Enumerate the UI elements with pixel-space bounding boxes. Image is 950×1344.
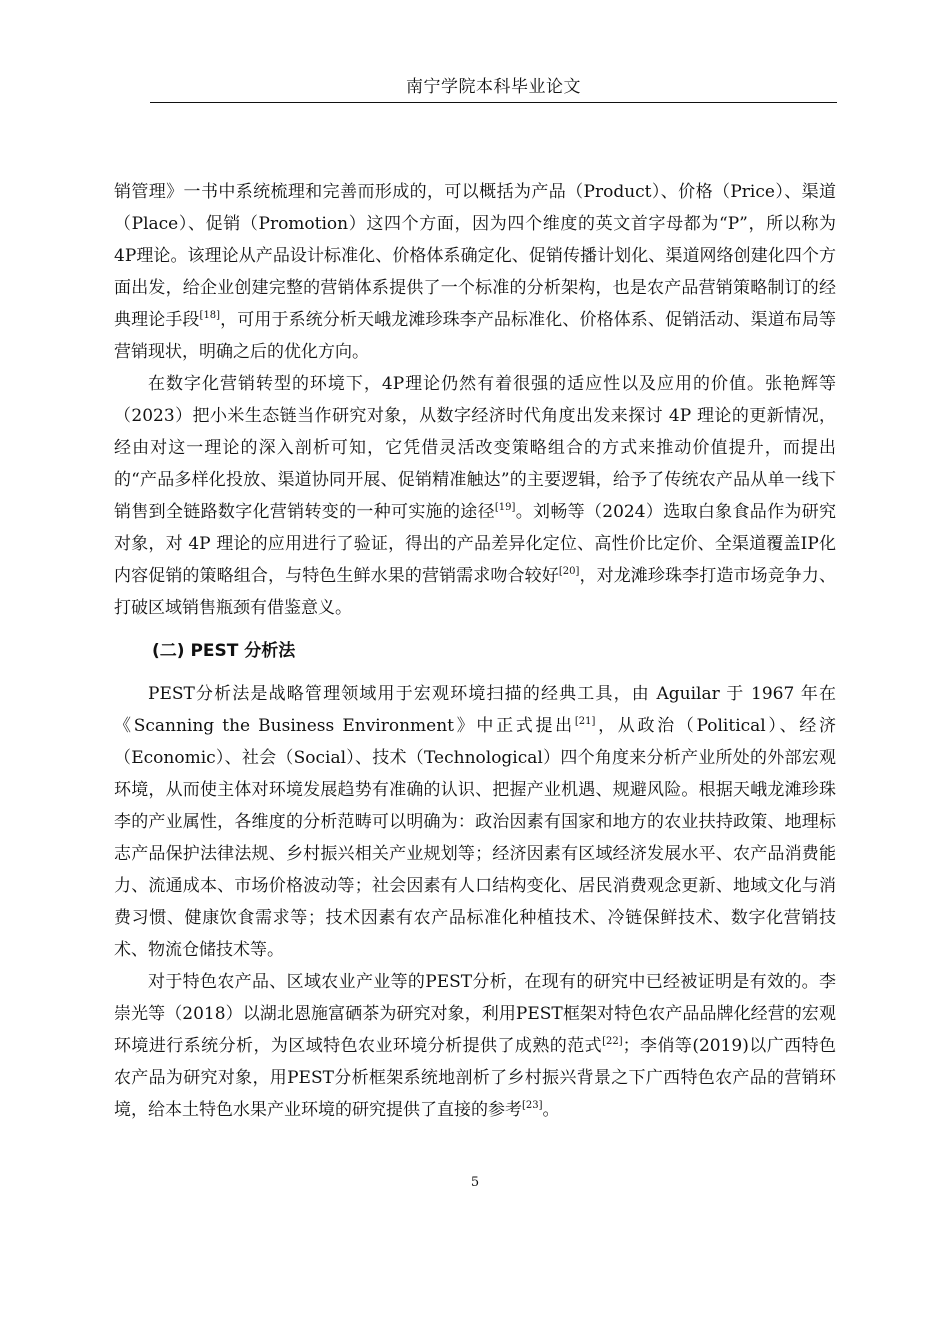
paragraph-text: ，可用于系统分析天峨龙滩珍珠李产品标准化、价格体系、促销活动、渠道布局等营销现状，明确之后的优化方向。 [114,310,837,362]
paragraph-text: 。刘畅等（2024）选取白象食品作为研究对象，对 4P 理论的应用进行了验证，得出的产品差异化定位、高性价比定价、全渠道覆盖IP化内容促销的策略组合，与特色生鲜水果的营销需求吻合较好 [114,502,837,586]
citation-ref: [20] [558,566,580,577]
citation-ref: [23] [522,1100,543,1111]
body-text-lower [114,678,836,1126]
paragraph-text: 。 [542,1100,560,1120]
paragraph-4p-digital [114,368,836,624]
paragraph-pest-definition [114,678,836,966]
page-number: 5 [470,1175,480,1190]
citation-ref: [19] [494,502,516,513]
paragraph-4p-definition [114,176,836,368]
citation-ref: [18] [199,310,221,321]
header-rule [150,102,837,103]
paragraph-text: 销管理》一书中系统梳理和完善而形成的，可以概括为产品（Product）、价格（Price）、渠道（Place）、促销（Promotion）这四个方面，因为四个维度的英文首字母都为“P”，所以称为4P理论。该理论从产品设计标准化、价格体系确定化、促销传播计划化、渠道网络创建化四个方面出发，给企业创建完整的营销体系提供了一个标准的分析架构，也是农产品营销策略制订的经典理论手段 [114,182,836,330]
citation-ref: [21] [574,716,596,727]
section-heading-pest: (二) PEST 分析法 [152,641,296,661]
paragraph-text: 在数字化营销转型的环境下，4P理论仍然有着很强的适应性以及应用的价值。张艳辉等（2023）把小米生态链当作研究对象，从数字经济时代角度出发来探讨 4P 理论的更新情况，经由对这一理论的深入剖析可知，它凭借灵活改变策略组合的方式来推动价值提升，而提出的“产品多样化投放、渠道协同开展、促销精准触达”的主要逻辑，给予了传统农产品从单一线下销售到全链路数字化营销转变的一种可实施的途径 [114,374,836,522]
paragraph-text: 对于特色农产品、区域农业产业等的PEST分析，在现有的研究中已经被证明是有效的。李崇光等（2018）以湖北恩施富硒茶为研究对象，利用PEST框架对特色农产品品牌化经营的宏观环境进行系统分析，为区域特色农业环境分析提供了成熟的范式 [114,972,836,1056]
paragraph-text: PEST分析法是战略管理领域用于宏观环境扫描的经典工具，由 Aguilar 于 1967 年在《Scanning the Business Environment》中正式提出 [114,684,836,736]
paragraph-text: ；李俏等(2019)以广西特色农产品为研究对象，用PEST分析框架系统地剖析了乡村振兴背景之下广西特色农产品的营销环境，给本土特色水果产业环境的研究提供了直接的参考 [114,1036,836,1120]
paragraph-text: ，从政治（Political）、经济（Economic）、社会（Social）、技术（Technological）四个角度来分析产业所处的外部宏观环境，从而使主体对环境发展趋势有准确的认识、把握产业机遇、规避风险。根据天峨龙滩珍珠李的产业属性，各维度的分析范畴可以明确为：政治因素有国家和地方的农业扶持政策、地理标志产品保护法律法规、乡村振兴相关产业规划等；经济因素有区域经济发展水平、农产品消费能力、流通成本、市场价格波动等；社会因素有人口结构变化、居民消费观念更新、地域文化与消费习惯、健康饮食需求等；技术因素有农产品标准化种植技术、冷链保鲜技术、数字化营销技术、物流仓储技术等。 [114,716,836,960]
body-text-upper [114,176,836,624]
paragraph-pest-applications [114,966,836,1126]
citation-ref: [22] [602,1036,623,1047]
paragraph-text: ，对龙滩珍珠李打造市场竞争力、打破区域销售瓶颈有借鉴意义。 [114,566,837,618]
running-header: 南宁学院本科毕业论文 [406,77,581,97]
